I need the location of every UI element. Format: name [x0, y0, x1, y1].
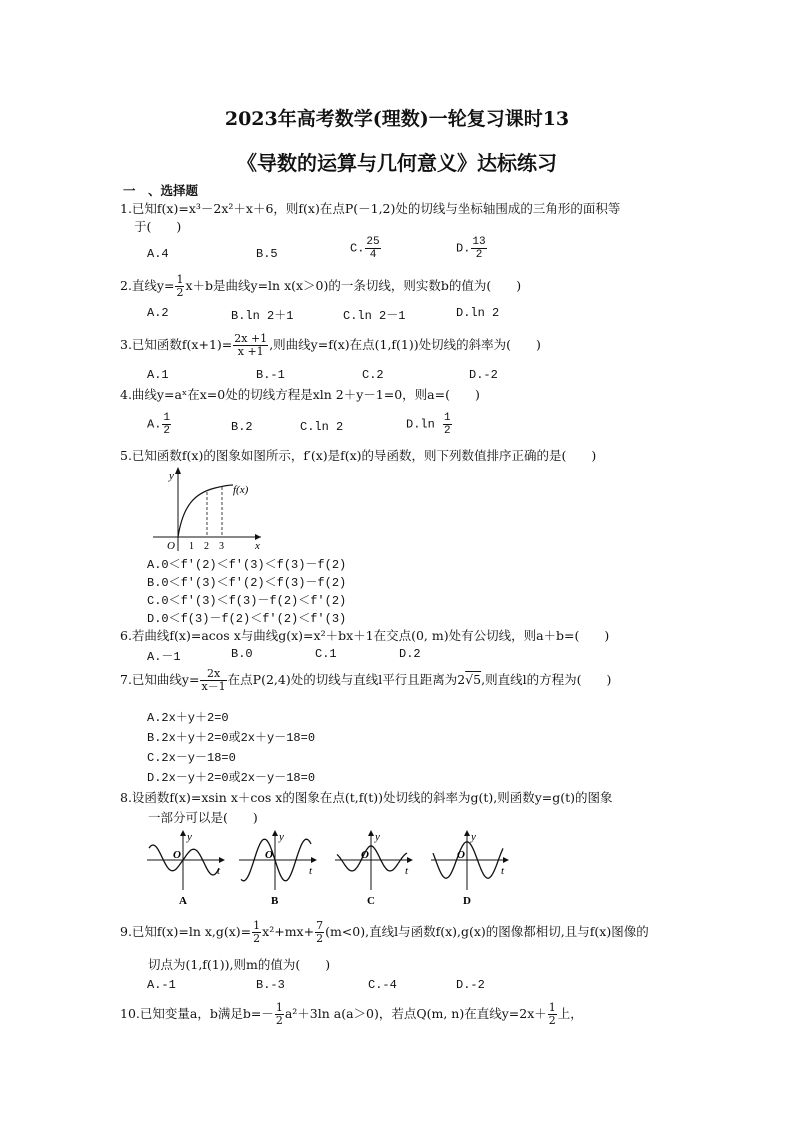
- q8-graph-origin-label: O: [265, 849, 273, 861]
- q2-option-a: A.2: [147, 306, 169, 320]
- q5-option-c: C.0＜f′(3)＜f(3)－f(2)＜f′(2): [147, 594, 347, 608]
- page-title: 2023年高考数学(理数)一轮复习课时13: [224, 108, 570, 130]
- q8-option-graphs: [145, 828, 525, 908]
- q8-graph-curve: [337, 846, 407, 871]
- q1-stem-a: 1.已知f(x)=x³－2x²＋x＋6，则f(x)在点P(－1,2)处的切线与坐标轴围成的三角形的面积等: [120, 201, 621, 216]
- q8-stem-b: 一部分可以是( ): [148, 810, 258, 825]
- q3-option-d: D.-2: [469, 368, 498, 382]
- q2-stem: 2.直线y= $\frac{1}{2}$ x＋b是曲线y=ln x(x＞0)的一条切线，则实数b的值为( ): [120, 273, 522, 299]
- q5-x-label: x: [255, 540, 260, 552]
- q1-option-a: A.4: [147, 247, 169, 261]
- q1-stem-b: 于( ): [134, 219, 182, 234]
- q7-option-d: D.2x－y＋2=0或2x－y－18=0: [147, 771, 316, 785]
- q8-graph-y-label: y: [471, 831, 476, 843]
- q4-option-b: B.2: [231, 420, 253, 434]
- q5-origin-label: O: [167, 540, 175, 552]
- q6-stem: 6.若曲线f(x)=acos x与曲线g(x)=x²＋bx＋1在交点(0, m)处有公切线，则a＋b=( ): [120, 628, 610, 643]
- q5-stem: 5.已知函数f(x)的图象如图所示，f′(x)是f(x)的导函数，则下列数值排序正确的是( ): [120, 448, 597, 463]
- q9-option-d: D.-2: [456, 978, 485, 992]
- q4-option-c: C.ln 2: [300, 420, 344, 434]
- q8-graph-letter: C: [367, 895, 375, 907]
- q9-stem-b: 切点为(1,f(1)),则m的值为( ): [148, 957, 331, 972]
- q8-graph-t-label: t: [217, 865, 221, 877]
- q8-graph-y-label: y: [375, 831, 380, 843]
- q6-option-a: A.－1: [147, 650, 181, 664]
- q6-option-b: B.0: [231, 647, 253, 661]
- q3-option-a: A.1: [147, 368, 169, 382]
- q8-graph-letter: A: [179, 895, 187, 907]
- q8-graph-y-label: y: [279, 831, 284, 843]
- q5-curve: [178, 485, 233, 537]
- q5-y-label: y: [169, 470, 174, 482]
- q4-option-d: D.ln $\frac{1}{2}$: [406, 412, 451, 437]
- q5-option-a: A.0＜f′(2)＜f′(3)＜f(3)－f(2): [147, 558, 347, 572]
- q4-option-a: A. $\frac{1}{2}$: [147, 412, 171, 437]
- q8-graph-y-label: y: [187, 831, 192, 843]
- q1-option-d: D. $\frac{13}{2}$: [456, 236, 486, 261]
- q2-option-c: C.ln 2－1: [343, 309, 406, 323]
- q7-option-a: A.2x＋y＋2=0: [147, 711, 229, 725]
- q8-graph-t-label: t: [309, 865, 313, 877]
- q1-option-b: B.5: [256, 247, 278, 261]
- q8-stem-a: 8.设函数f(x)=xsin x＋cos x的图象在点(t,f(t))处切线的斜率为g(t),则函数y=g(t)的图象: [120, 790, 613, 805]
- q5-function-graph: [145, 465, 265, 553]
- q7-option-c: C.2x－y－18=0: [147, 751, 236, 765]
- q5-tick-1: 1: [189, 541, 194, 552]
- q1-option-c: C. $\frac{25}{4}$: [350, 236, 380, 261]
- q8-graph-x-arrow-icon: [311, 857, 317, 863]
- q8-graph-origin-label: O: [173, 849, 181, 861]
- q8-graph-y-arrow-icon: [464, 830, 470, 836]
- q4-stem: 4.曲线y=aˣ在x=0处的切线方程是xln 2＋y－1=0，则a=( ): [120, 387, 480, 402]
- q8-graph-x-arrow-icon: [503, 857, 509, 863]
- q8-graph-letter: D: [463, 895, 471, 907]
- q8-graph-origin-label: O: [361, 849, 369, 861]
- section-heading: 一 、选择题: [123, 183, 199, 198]
- q5-tick-2: 2: [204, 541, 209, 552]
- q3-option-c: C.2: [362, 368, 384, 382]
- q2-option-b: B.ln 2＋1: [231, 309, 294, 323]
- q6-option-d: D.2: [399, 647, 421, 661]
- q8-graph-t-label: t: [501, 865, 505, 877]
- q7-option-b: B.2x＋y＋2=0或2x＋y－18=0: [147, 731, 316, 745]
- q9-option-a: A.-1: [147, 978, 176, 992]
- q9-option-b: B.-3: [256, 978, 285, 992]
- q10-stem: 10.已知变量a，b满足b=－ $\frac{1}{2}$ a²＋3ln a(a＞0)，若点Q(m, n)在直线y=2x＋ $\frac{1}{2}$ 上，: [120, 1001, 583, 1027]
- q9-stem-a: 9.已知f(x)=ln x,g(x)= $\frac{1}{2}$ x²+mx+ $\frac{7}{2}$ (m<0),直线l与函数f(x),g(x)的图像都相切,且与f(x)图像的: [120, 919, 649, 945]
- q2-option-d: D.ln 2: [456, 306, 500, 320]
- q8-graph-origin-label: O: [457, 849, 465, 861]
- q8-graph-y-arrow-icon: [368, 830, 374, 836]
- q7-stem: 7.已知曲线y= $\frac{2x}{x-1}$ 在点P(2,4)处的切线与直线l平行且距离为2√5,则直线l的方程为( ): [120, 667, 612, 693]
- q5-curve-label: f(x): [233, 484, 249, 496]
- q5-option-d: D.0＜f(3)－f(2)＜f′(2)＜f′(3): [147, 612, 347, 626]
- page-subtitle: 《导数的运算与几何意义》达标练习: [237, 151, 557, 175]
- q8-graph-y-arrow-icon: [180, 830, 186, 836]
- q3-stem: 3.已知函数f(x+1)= $\frac{2x +1}{x +1}$ ,则曲线y=f(x)在点(1,f(1))处切线的斜率为( ): [120, 332, 541, 358]
- q8-graph-x-arrow-icon: [219, 857, 225, 863]
- q5-tick-3: 3: [219, 541, 224, 552]
- q8-graph-x-arrow-icon: [407, 857, 413, 863]
- q6-option-c: C.1: [315, 647, 337, 661]
- q8-graph-letter: B: [271, 895, 279, 907]
- q8-graph-y-arrow-icon: [272, 830, 278, 836]
- q8-graph-t-label: t: [405, 865, 409, 877]
- q5-y-arrow-icon: [175, 467, 181, 474]
- q5-option-b: B.0＜f′(3)＜f′(2)＜f(3)－f(2): [147, 576, 347, 590]
- q3-option-b: B.-1: [256, 368, 285, 382]
- q9-option-c: C.-4: [368, 978, 397, 992]
